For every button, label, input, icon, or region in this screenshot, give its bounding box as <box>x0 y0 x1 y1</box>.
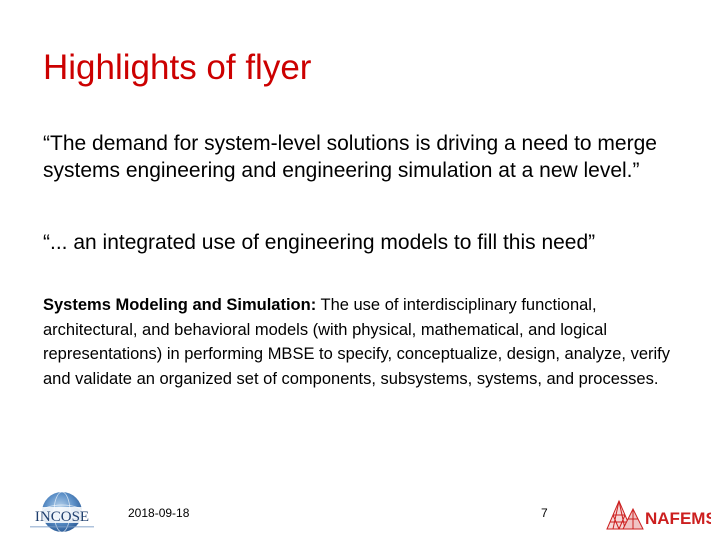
nafems-mesh-icon <box>605 497 711 531</box>
definition-term: Systems Modeling and Simulation: <box>43 296 317 314</box>
definition-body: The use of interdisciplinary functional, architectural, and behavioral models (with physical, mathematical, and logical representations) in performing MBSE to specify, conceptualize, design, analyze, verify and validate an organized set of components, subsystems, systems, and processes. <box>43 296 670 388</box>
incose-logo-text: INCOSE <box>34 509 90 525</box>
quote-paragraph-2: “... an integrated use of engineering models to fill this need” <box>43 231 596 254</box>
footer-date: 2018-09-18 <box>128 506 190 520</box>
slide-title: Highlights of flyer <box>43 48 312 87</box>
incose-logo <box>26 490 98 536</box>
incose-globe-icon <box>26 490 98 536</box>
quote-paragraph-1: “The demand for system-level solutions is driving a need to merge systems engineering and engineering simulation at a new level.” <box>43 132 657 182</box>
nafems-logo <box>605 497 711 531</box>
nafems-logo-text: NAFEMS <box>645 509 711 528</box>
definition-paragraph <box>43 293 693 391</box>
page-number: 7 <box>541 506 548 520</box>
